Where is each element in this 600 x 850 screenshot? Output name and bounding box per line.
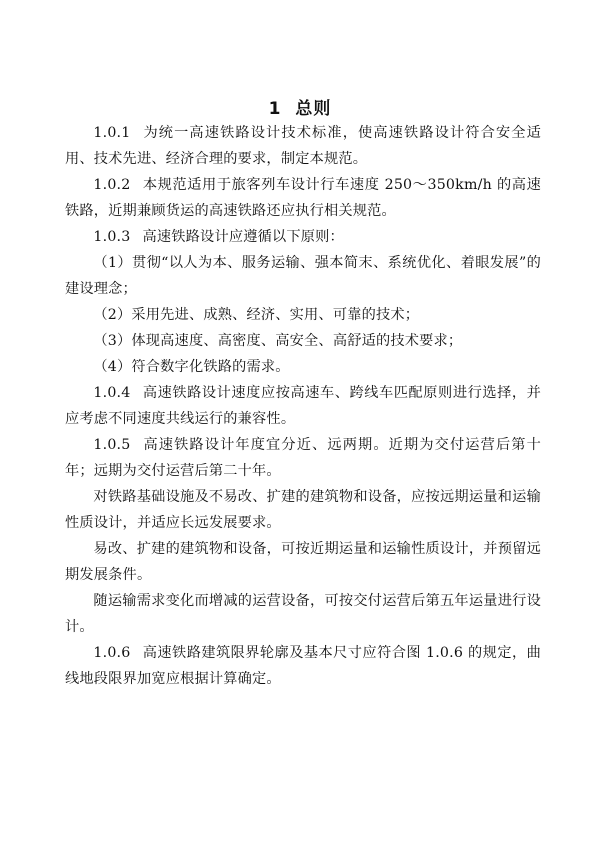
principle-item-3 <box>65 328 541 354</box>
clause-number: 1.0.5 <box>93 437 131 453</box>
clause-1-0-4 <box>65 380 541 432</box>
paragraph-text: 对铁路基础设施及不易改、扩建的建筑物和设备，应按远期运量和运输性质设计，并适应长远发展要求。 <box>65 489 541 531</box>
list-item-text: （4）符合数字化铁路的需求。 <box>93 359 290 375</box>
clause-number: 1.0.4 <box>93 385 131 401</box>
principle-item-2 <box>65 302 541 328</box>
clause-1-0-5-paragraph-3 <box>65 536 541 588</box>
body-text <box>65 120 541 692</box>
paragraph-text: 随运输需求变化而增减的运营设备，可按交付运营后第五年运量进行设计。 <box>65 593 541 635</box>
principle-item-1 <box>65 250 541 302</box>
principle-item-4 <box>65 354 541 380</box>
clause-text: 高速铁路设计应遵循以下原则： <box>142 229 344 245</box>
paragraph-text: 易改、扩建的建筑物和设备，可按近期运量和运输性质设计，并预留远期发展条件。 <box>65 541 541 583</box>
clause-1-0-5-paragraph-4 <box>65 588 541 640</box>
clause-text: 高速铁路设计速度应按高速车、跨线车匹配原则进行选择，并应考虑不同速度共线运行的兼容性。 <box>65 385 541 427</box>
clause-text: 高速铁路设计年度宜分近、远两期。近期为交付运营后第十年；远期为交付运营后第二十年。 <box>65 437 541 479</box>
clause-1-0-1 <box>65 120 541 172</box>
list-item-text: （1）贯彻“以人为本、服务运输、强本简末、系统优化、着眼发展”的建设理念； <box>65 255 541 297</box>
clause-1-0-3 <box>65 224 541 250</box>
clause-number: 1.0.6 <box>93 645 131 661</box>
clause-1-0-5-paragraph-2 <box>65 484 541 536</box>
clause-text: 本规范适用于旅客列车设计行车速度 250～350km/h 的高速铁路，近期兼顾货运的高速铁路还应执行相关规范。 <box>65 177 541 219</box>
list-item-text: （3）体现高速度、高密度、高安全、高舒适的技术要求； <box>93 333 463 349</box>
clause-number: 1.0.2 <box>93 177 131 193</box>
clause-text: 为统一高速铁路设计技术标准，使高速铁路设计符合安全适用、技术先进、经济合理的要求，制定本规范。 <box>65 125 541 167</box>
chapter-title <box>0 94 600 119</box>
chapter-number: 1 <box>268 99 282 119</box>
list-item-text: （2）采用先进、成熟、经济、实用、可靠的技术； <box>93 307 420 323</box>
clause-1-0-2 <box>65 172 541 224</box>
clause-text: 高速铁路建筑限界轮廓及基本尺寸应符合图 1.0.6 的规定，曲线地段限界加宽应根据计算确定。 <box>65 645 541 687</box>
clause-number: 1.0.3 <box>93 229 131 245</box>
chapter-title-text: 总则 <box>295 99 332 119</box>
clause-1-0-6 <box>65 640 541 692</box>
clause-number: 1.0.1 <box>93 125 131 141</box>
clause-1-0-5 <box>65 432 541 484</box>
